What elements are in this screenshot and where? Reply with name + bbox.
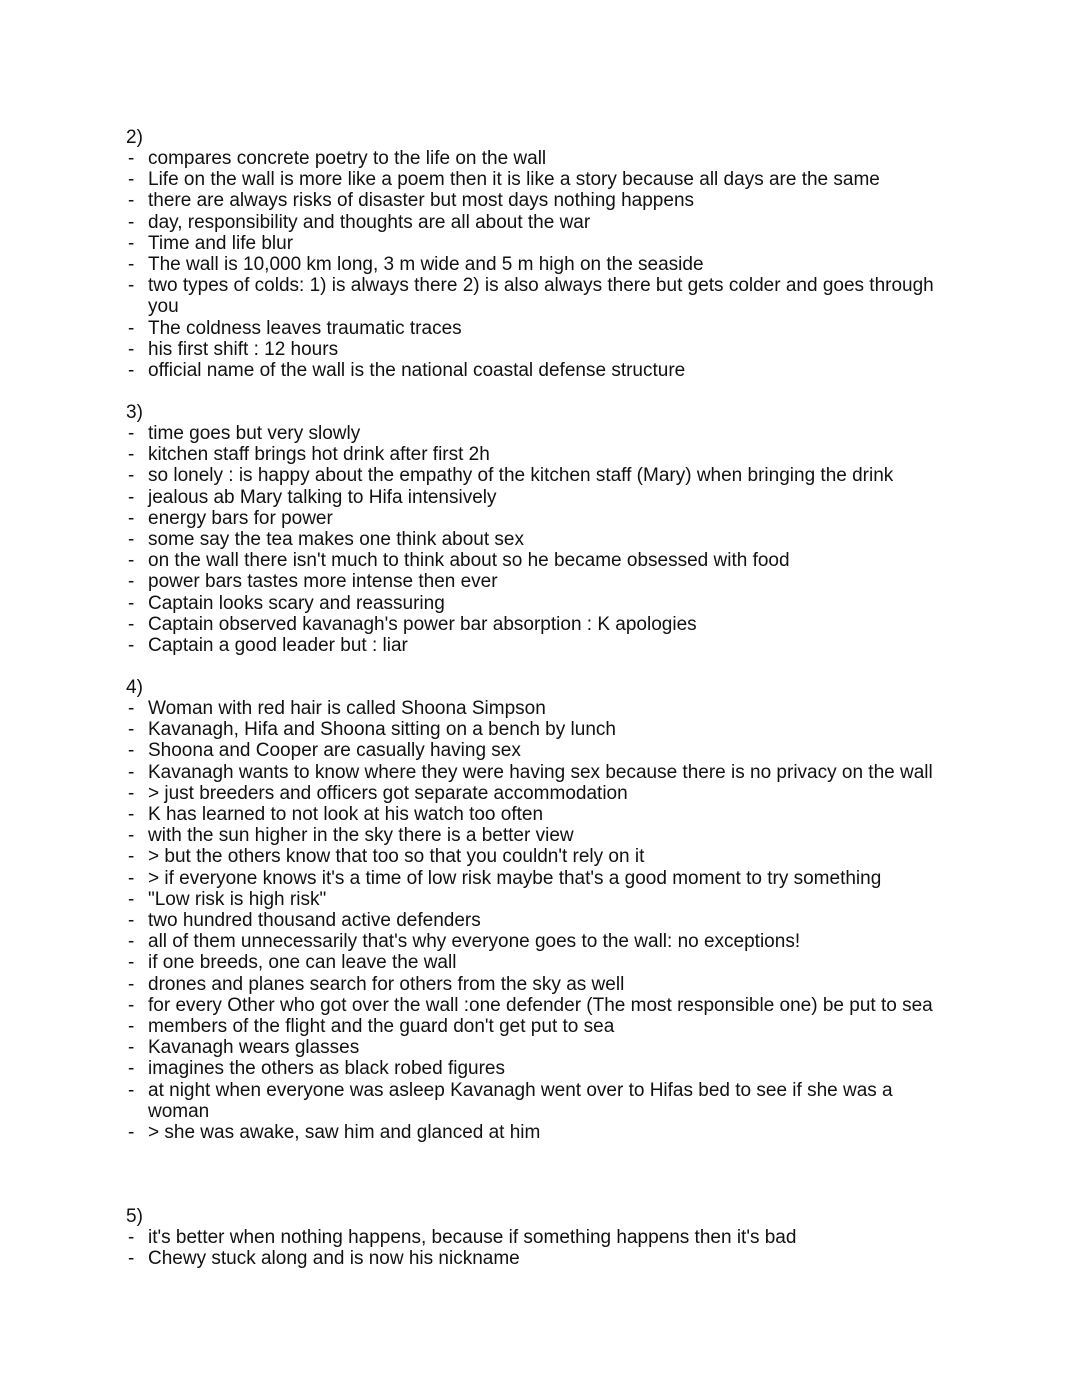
dash-bullet: - <box>128 867 135 889</box>
dash-bullet: - <box>128 169 135 191</box>
section-number: 4) <box>126 677 143 698</box>
list-item-text: two types of colds: 1) is always there 2) is also always there but gets colder and goes through you <box>148 275 934 318</box>
list-item-text: power bars tastes more intense then ever <box>148 571 498 593</box>
list-item <box>126 635 946 656</box>
dash-bullet: - <box>128 465 135 487</box>
list-item <box>126 783 946 804</box>
list-item <box>126 254 946 275</box>
dash-bullet: - <box>128 211 135 233</box>
list-item <box>126 169 946 190</box>
list-item <box>126 1058 946 1079</box>
list-item <box>126 698 946 719</box>
list-item-text: Woman with red hair is called Shoona Simpson <box>148 698 546 719</box>
list-item <box>126 868 946 889</box>
dash-bullet: - <box>128 550 135 572</box>
list-item-text: "Low risk is high risk" <box>148 888 327 910</box>
section-5 <box>126 1206 946 1269</box>
list-item-text: his first shift : 12 hours <box>148 338 339 360</box>
bullet-list <box>126 148 946 381</box>
list-item <box>126 487 946 508</box>
list-item-text: The wall is 10,000 km long, 3 m wide and 5 m high on the seaside <box>148 254 704 276</box>
dash-bullet: - <box>128 952 135 974</box>
dash-bullet: - <box>128 1058 135 1080</box>
dash-bullet: - <box>128 761 135 783</box>
list-item-text: time goes but very slowly <box>148 423 361 444</box>
list-item-text: day, responsibility and thoughts are all about the war <box>148 211 591 233</box>
list-item <box>126 508 946 529</box>
list-item <box>126 1122 946 1143</box>
list-item <box>126 719 946 740</box>
dash-bullet: - <box>128 613 135 635</box>
list-item <box>126 423 946 444</box>
section-number: 5) <box>126 1206 143 1227</box>
list-item <box>126 846 946 867</box>
section-number: 3) <box>126 402 143 423</box>
list-item-text: energy bars for power <box>148 507 333 529</box>
list-item-text: > if everyone knows it's a time of low risk maybe that's a good moment to try something <box>148 867 882 889</box>
dash-bullet: - <box>128 994 135 1016</box>
list-item-text: so lonely : is happy about the empathy of the kitchen staff (Mary) when bringing the drink <box>148 465 894 487</box>
list-item-text: Captain looks scary and reassuring <box>148 592 445 614</box>
list-item <box>126 762 946 783</box>
list-item-text: kitchen staff brings hot drink after first 2h <box>148 444 490 466</box>
list-item <box>126 571 946 592</box>
dash-bullet: - <box>128 360 135 382</box>
dash-bullet: - <box>128 931 135 953</box>
dash-bullet: - <box>128 1248 135 1270</box>
list-item-text: drones and planes search for others from the sky as well <box>148 973 625 995</box>
section-4 <box>126 677 946 1143</box>
list-item <box>126 1227 946 1248</box>
section-2 <box>126 127 946 381</box>
dash-bullet: - <box>128 275 135 297</box>
dash-bullet: - <box>128 719 135 741</box>
list-item-text: Captain a good leader but : liar <box>148 635 408 657</box>
list-item <box>126 275 946 317</box>
dash-bullet: - <box>128 592 135 614</box>
bullet-list <box>126 698 946 1143</box>
list-item-text: for every Other who got over the wall :one defender (The most responsible one) be put to sea <box>148 994 933 1016</box>
list-item-text: Shoona and Cooper are casually having sex <box>148 740 521 762</box>
list-item-text: with the sun higher in the sky there is a better view <box>148 825 574 847</box>
list-item-text: > she was awake, saw him and glanced at him <box>148 1122 541 1144</box>
dash-bullet: - <box>128 846 135 868</box>
dash-bullet: - <box>128 635 135 657</box>
list-item <box>126 593 946 614</box>
dash-bullet: - <box>128 423 135 444</box>
dash-bullet: - <box>128 529 135 551</box>
list-item <box>126 1248 946 1269</box>
dash-bullet: - <box>128 740 135 762</box>
list-item <box>126 910 946 931</box>
list-item <box>126 1080 946 1122</box>
list-item-text: The coldness leaves traumatic traces <box>148 317 462 339</box>
dash-bullet: - <box>128 486 135 508</box>
list-item-text: imagines the others as black robed figures <box>148 1058 505 1080</box>
list-item-text: at night when everyone was asleep Kavanagh went over to Hifas bed to see if she was a woman <box>148 1079 893 1122</box>
list-item-text: it's better when nothing happens, because if something happens then it's bad <box>148 1227 797 1248</box>
list-item-text: two hundred thousand active defenders <box>148 910 481 932</box>
list-item <box>126 190 946 211</box>
list-item-text: > just breeders and officers got separate accommodation <box>148 782 628 804</box>
list-item <box>126 825 946 846</box>
list-item <box>126 212 946 233</box>
bullet-list <box>126 1227 946 1269</box>
list-item <box>126 952 946 973</box>
dash-bullet: - <box>128 782 135 804</box>
list-item-text: > but the others know that too so that you couldn't rely on it <box>148 846 645 868</box>
dash-bullet: - <box>128 507 135 529</box>
list-item-text: official name of the wall is the national coastal defense structure <box>148 360 686 382</box>
list-item-text: K has learned to not look at his watch too often <box>148 804 544 826</box>
list-item <box>126 889 946 910</box>
list-item-text: if one breeds, one can leave the wall <box>148 952 457 974</box>
list-item <box>126 339 946 360</box>
list-item-text: some say the tea makes one think about sex <box>148 529 524 551</box>
list-item <box>126 360 946 381</box>
dash-bullet: - <box>128 1037 135 1059</box>
dash-bullet: - <box>128 698 135 719</box>
dash-bullet: - <box>128 571 135 593</box>
dash-bullet: - <box>128 1016 135 1038</box>
list-item-text: members of the flight and the guard don't get put to sea <box>148 1016 615 1038</box>
list-item <box>126 318 946 339</box>
dash-bullet: - <box>128 338 135 360</box>
list-item-text: Life on the wall is more like a poem then it is like a story because all days are the same <box>148 169 880 191</box>
list-item-text: Kavanagh wants to know where they were having sex because there is no privacy on the wall <box>148 761 933 783</box>
list-item-text: Kavanagh wears glasses <box>148 1037 360 1059</box>
list-item-text: Time and life blur <box>148 232 294 254</box>
list-item <box>126 740 946 761</box>
list-item-text: Kavanagh, Hifa and Shoona sitting on a bench by lunch <box>148 719 616 741</box>
dash-bullet: - <box>128 148 135 169</box>
list-item <box>126 931 946 952</box>
list-item <box>126 1016 946 1037</box>
section-3 <box>126 402 946 656</box>
list-item-text: all of them unnecessarily that's why everyone goes to the wall: no exceptions! <box>148 931 801 953</box>
list-item-text: Chewy stuck along and is now his nickname <box>148 1248 520 1270</box>
list-item <box>126 1037 946 1058</box>
list-item <box>126 995 946 1016</box>
list-item-text: Captain observed kavanagh's power bar absorption : K apologies <box>148 613 697 635</box>
list-item <box>126 614 946 635</box>
dash-bullet: - <box>128 910 135 932</box>
list-item <box>126 444 946 465</box>
section-number: 2) <box>126 127 143 148</box>
list-item <box>126 465 946 486</box>
list-item <box>126 148 946 169</box>
dash-bullet: - <box>128 1227 135 1248</box>
dash-bullet: - <box>128 1122 135 1144</box>
list-item-text: on the wall there isn't much to think about so he became obsessed with food <box>148 550 790 572</box>
dash-bullet: - <box>128 254 135 276</box>
dash-bullet: - <box>128 317 135 339</box>
dash-bullet: - <box>128 1079 135 1101</box>
list-item <box>126 550 946 571</box>
dash-bullet: - <box>128 190 135 212</box>
dash-bullet: - <box>128 444 135 466</box>
dash-bullet: - <box>128 232 135 254</box>
bullet-list <box>126 423 946 656</box>
dash-bullet: - <box>128 804 135 826</box>
dash-bullet: - <box>128 973 135 995</box>
list-item-text: there are always risks of disaster but most days nothing happens <box>148 190 695 212</box>
dash-bullet: - <box>128 825 135 847</box>
list-item <box>126 233 946 254</box>
list-item <box>126 529 946 550</box>
list-item-text: compares concrete poetry to the life on the wall <box>148 148 547 169</box>
list-item <box>126 804 946 825</box>
dash-bullet: - <box>128 888 135 910</box>
list-item <box>126 974 946 995</box>
list-item-text: jealous ab Mary talking to Hifa intensively <box>148 486 497 508</box>
